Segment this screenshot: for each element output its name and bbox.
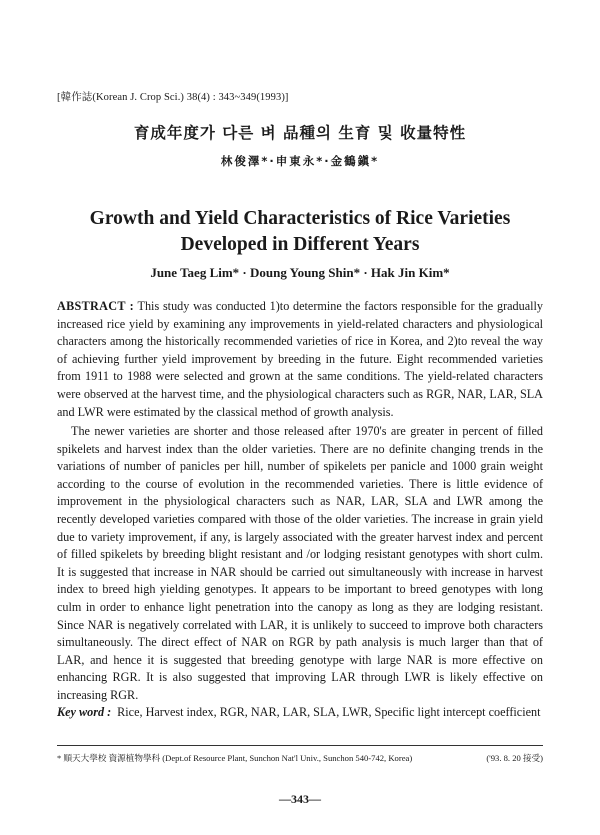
english-title-line-2: Developed in Different Years xyxy=(180,234,420,255)
keywords-label: Key word : xyxy=(57,705,112,719)
abstract-paragraph-2-text: The newer varieties are shorter and those released after 1970's are greater in percent of filled spikelets and harvest index than the older varieties. There are no definite changing trends in the variations of number of panicles per hill, number of spikelets per panicle and 1000 grain weight according to the course of evolution in the recommended varieties. There is little evidence of improvement in the physiological characters such as NAR, LAR, SLA and LWR among the recently developed varieties compared with those of the older varieties. The increase in grain yield due to variety improvement, if any, is largely associated with the greater harvest index and percent of filled spikelets by breeding blight resistant and /or lodging resistant genotypes with short culm. It is suggested that increase in NAR should be carried out simultaneously with increase in harvest index to breed high yielding genotypes. It appears to be important to breed genotypes with long culm in order to enhance light penetration into the canopy as long as they are lodging resistant. Since NAR is negatively correlated with LAR, it is unlikely to succeed to improve both characters simultaneously. The direct effect of NAR on RGR by path analysis is much larger than that of LAR, and hence it is suggested that breeding genotype with large NAR is more effective on enhancing RGR. It is also suggested that improving LAR through LWR is likely effective on increasing RGR. xyxy=(57,424,543,702)
footnote-received-date: ('93. 8. 20 接受) xyxy=(486,753,543,763)
english-title-line-1: Growth and Yield Characteristics of Rice Varieties xyxy=(89,208,511,229)
footnote-affiliation: * 順天大學校 資源植物學科 (Dept.of Resource Plant, Sunchon Nat'l Univ., Sunchon 540-742, Korea) xyxy=(57,753,413,763)
footnote xyxy=(57,752,543,764)
page-number: —343— xyxy=(279,792,321,806)
abstract-paragraph-1 xyxy=(57,298,543,421)
journal-citation: [韓作誌(Korean J. Crop Sci.) 38(4) : 343~349(1993)] xyxy=(57,92,289,103)
english-authors: June Taeg Lim* · Doung Young Shin* · Hak Jin Kim* xyxy=(150,265,450,280)
english-title xyxy=(0,206,600,258)
abstract-section xyxy=(57,298,543,421)
footnote-divider xyxy=(57,745,543,746)
keywords-list: Rice, Harvest index, RGR, NAR, LAR, SLA, LWR, Specific light intercept coefficient xyxy=(117,705,541,719)
keywords-section xyxy=(57,704,543,722)
korean-title: 育成年度가 다른 벼 品種의 生育 및 收量特性 xyxy=(133,124,467,142)
abstract-label: ABSTRACT : xyxy=(57,299,134,313)
korean-authors: 林俊澤*·申東永*·金鶴鎭* xyxy=(220,154,380,168)
abstract-paragraph-2 xyxy=(57,423,543,705)
abstract-paragraph-1-text: This study was conducted 1)to determine the factors responsible for the gradually increased rice yield by examining any improvements in yield-related characters and physiological characters among the historically recommended varieties of rice in Korea, and 2)to reveal the way of achieving further yield improvement by breeding in the future. Eight recommended varieties from 1911 to 1988 were selected and grown at the same conditions. The yield-related characters were observed at the harvest time, and the physiological characters such as RGR, NAR, LAR, SLA and LWR were estimated by the classical method of growth analysis. xyxy=(57,299,544,419)
